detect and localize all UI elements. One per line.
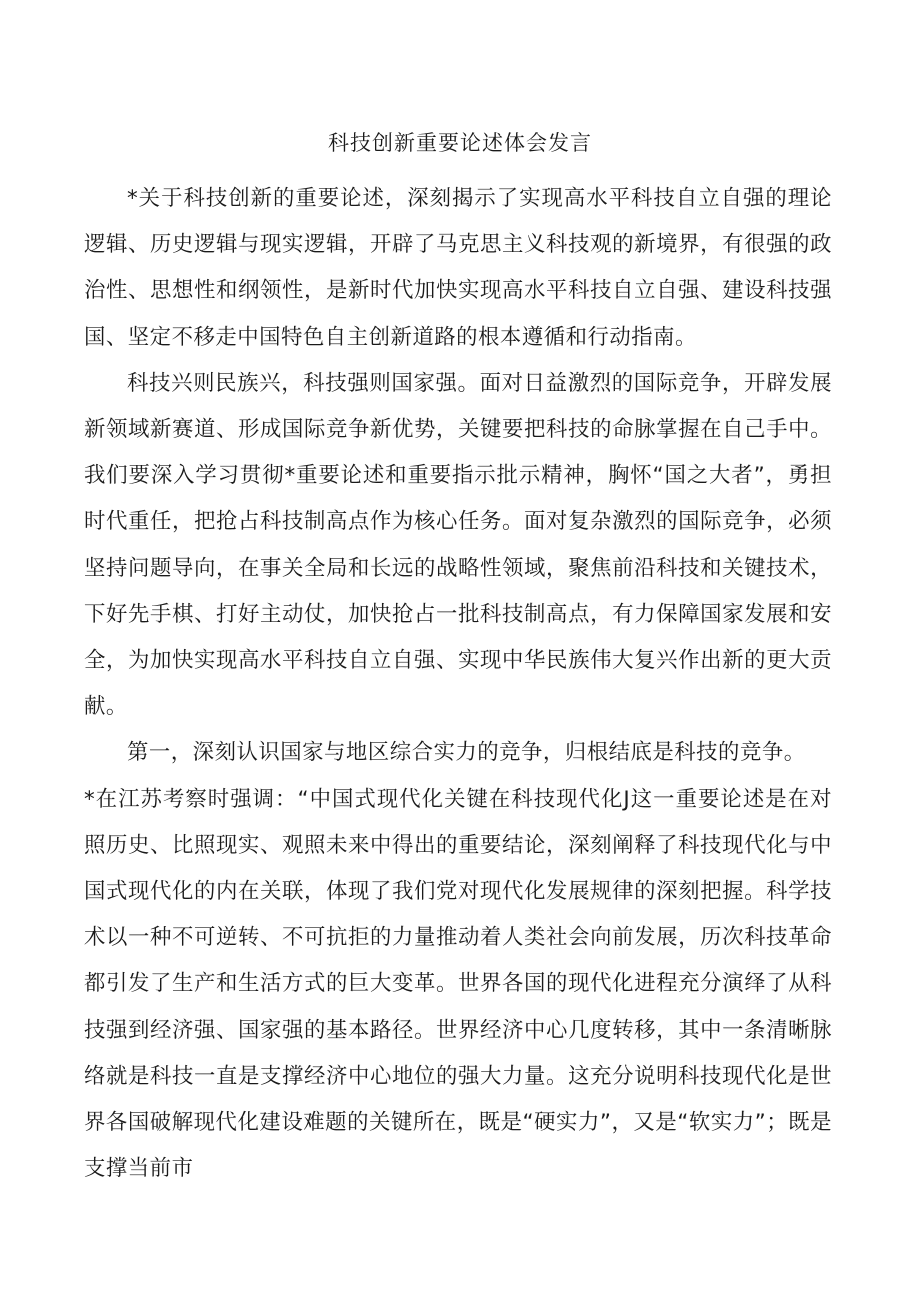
paragraph-2: 科技兴则民族兴，科技强则国家强。面对日益激烈的国际竞争，开辟发展新领域新赛道、形成国际竞争新优势，关键要把科技的命脉掌握在自己手中。我们要深入学习贯彻*重要论述和重要指示批示精神，胸怀“国之大者”，勇担时代重任，把抢占科技制高点作为核心任务。面对复杂激烈的国际竞争，必须坚持问题导向，在事关全局和长远的战略性领域，聚焦前沿科技和关键技术，下好先手棋、打好主动仗，加快抢占一批科技制高点，有力保障国家发展和安全，为加快实现高水平科技自立自强、实现中华民族伟大复兴作出新的更大贡献。 (84, 370, 832, 720)
paragraph-1: *关于科技创新的重要论述，深刻揭示了实现高水平科技自立自强的理论逻辑、历史逻辑与现实逻辑，开辟了马克思主义科技观的新境界，有很强的政治性、思想性和纲领性，是新时代加快实现高水平科技自立自强、建设科技强国、坚定不移走中国特色自主创新道路的根本遵循和行动指南。 (84, 186, 832, 350)
paragraph-3: 第一，深刻认识国家与地区综合实力的竞争，归根结底是科技的竞争。 (127, 740, 806, 766)
paragraph-4: *在江苏考察时强调：“中国式现代化关键在科技现代化J这一重要论述是在对照历史、比照现实、观照未来中得出的重要结论，深刻阐释了科技现代化与中国式现代化的内在关联，体现了我们党对现代化发展规律的深刻把握。科学技术以一种不可逆转、不可抗拒的力量推动着人类社会向前发展，历次科技革命都引发了生产和生活方式的巨大变革。世界各国的现代化进程充分演绎了从科技强到经济强、国家强的基本路径。世界经济中心几度转移，其中一条清晰脉络就是科技一直是支撑经济中心地位的强大力量。这充分说明科技现代化是世界各国破解现代化建设难题的关键所在，既是“硬实力”，又是“软实力”；既是支撑当前市 (84, 786, 832, 1182)
document-title: 科技创新重要论述体会发言 (328, 131, 592, 155)
